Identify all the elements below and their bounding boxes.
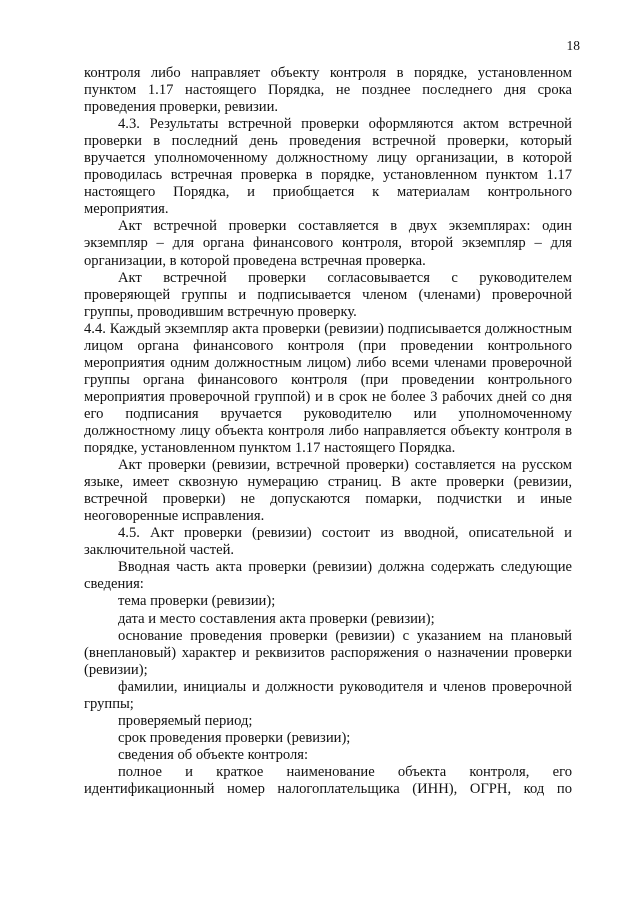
paragraph: Вводная часть акта проверки (ревизии) должна содержать следующие сведения: (84, 559, 572, 593)
paragraph: Акт встречной проверки согласовывается с руководителем проверяющей группы и подписывается членом (членами) проверочной группы, проводившим встречную проверку. (84, 269, 572, 320)
paragraph: основание проведения проверки (ревизии) с указанием на плановый (внеплановый) характер и реквизитов распоряжения о назначении проверки (ревизии); (84, 627, 572, 678)
paragraph: фамилии, инициалы и должности руководителя и членов проверочной группы; (84, 678, 572, 712)
paragraph: сведения об объекте контроля: (118, 746, 309, 763)
paragraph: Акт встречной проверки составляется в двух экземплярах: один экземпляр – для органа финансового контроля, второй экземпляр – для организации, в которой проведена встречная проверка. (84, 218, 572, 269)
paragraph: полное и краткое наименование объекта контроля, его идентификационный номер налогоплательщика (ИНН), ОГРН, код по (84, 763, 572, 797)
paragraph: 4.5. Акт проверки (ревизии) состоит из вводной, описательной и заключительной частей. (84, 525, 572, 559)
paragraph: тема проверки (ревизии); (118, 593, 276, 610)
paragraph: 4.3. Результаты встречной проверки оформляются актом встречной проверки в последний день проведения встречной проверки, который вручается уполномоченному должностному лицу организации, в которой проводилась встречная проверка в порядке, установленном пунктом 1.17 настоящего Порядка, и приобщается к материалам контрольного мероприятия. (84, 116, 572, 218)
page-number: 18 (566, 38, 580, 53)
document-body (84, 65, 572, 798)
paragraph: контроля либо направляет объекту контроля в порядке, установленном пунктом 1.17 настоящего Порядка, не позднее последнего дня срока проведения проверки, ревизии. (84, 65, 572, 116)
paragraph: срок проведения проверки (ревизии); (118, 729, 351, 746)
paragraph: Акт проверки (ревизии, встречной проверки) составляется на русском языке, имеет сквозную нумерацию страниц. В акте проверки (ревизии, встречной проверки) не допускаются помарки, подчистки и иные неоговоренные исправления. (84, 457, 572, 525)
paragraph: проверяемый период; (118, 712, 253, 729)
paragraph: 4.4. Каждый экземпляр акта проверки (ревизии) подписывается должностным лицом органа финансового контроля (при проведении контрольного мероприятия одним должностным лицом) либо всеми членами проверочной группы органа финансового контроля (при проведении контрольного мероприятия проверочной группой) и в срок не более 3 рабочих дней со дня его подписания вручается руководителю или уполномоченному должностному лицу объекта контроля либо направляется объекту контроля в порядке, установленном пунктом 1.17 настоящего Порядка. (84, 320, 572, 457)
paragraph: дата и место составления акта проверки (ревизии); (118, 610, 435, 627)
